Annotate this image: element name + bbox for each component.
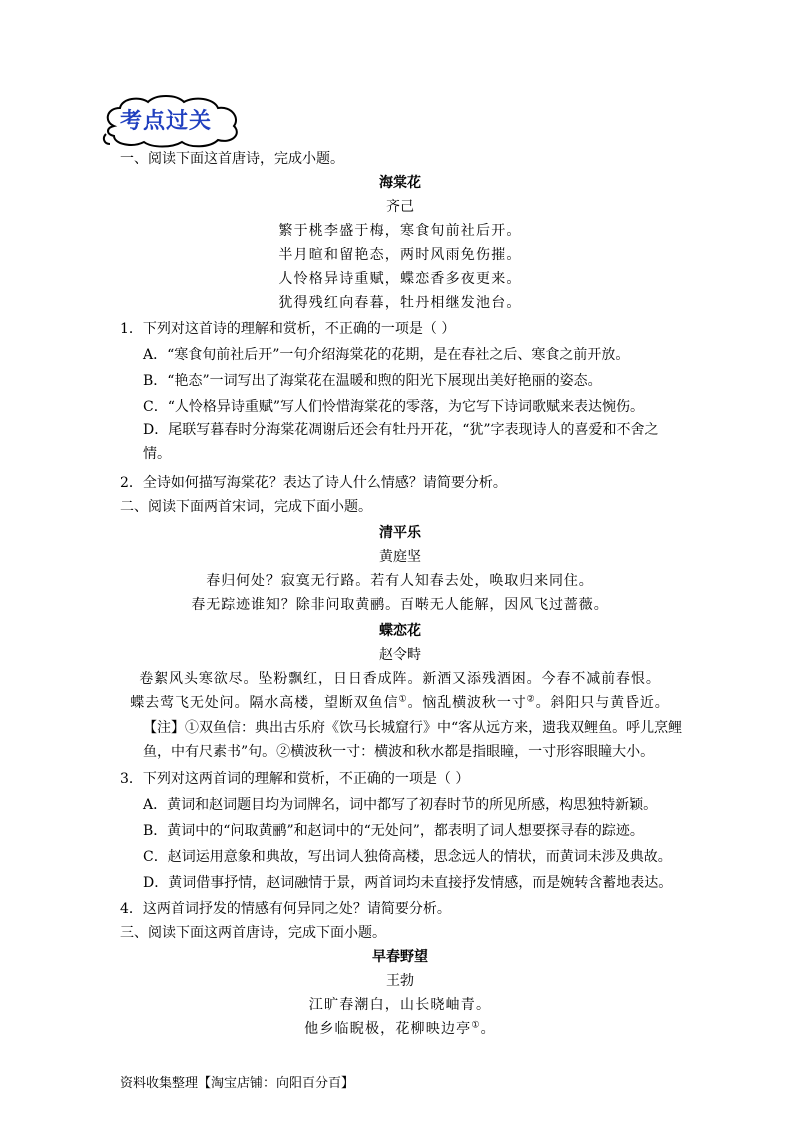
option-c: C．“人怜格异诗重赋”写人们怜惜海棠花的零落，为它写下诗词歌赋来表达惋伤。: [143, 399, 645, 415]
section1-heading: 一、阅读下面这首唐诗，完成小题。: [120, 151, 344, 167]
poem-line: 他乡临睨极，花柳映边亭①。: [304, 1020, 496, 1037]
question-3: 3．下列对这两首词的理解和赏析，不正确的一项是（ ）: [120, 771, 470, 787]
footnote-marker: ①: [398, 694, 408, 705]
poem-line: 江旷春潮白，山长晓岫青。: [308, 997, 492, 1013]
poem-author: 齐己: [386, 199, 414, 215]
section-badge-label: 考点过关: [120, 109, 213, 134]
poem-line: 卷絮风头寒欲尽。坠粉飘红，日日香成阵。新酒又添残酒困。今春不减前春恨。: [139, 671, 661, 687]
poem-line: 犹得残红向春暮，牡丹相继发池台。: [278, 295, 522, 311]
poem-author: 赵令畤: [379, 647, 421, 663]
option-d: D．尾联写暮春时分海棠花凋谢后还会有牡丹开花，“犹”字表现诗人的喜爱和不舍之情。: [143, 422, 659, 462]
option-a: A．黄词和赵词题目均为词牌名，词中都写了初春时节的所见所感，构思独特新颖。: [143, 797, 658, 813]
poem-title: 早春野望: [372, 949, 428, 965]
option-a: A．“寒食旬前社后开”一句介绍海棠花的花期，是在春社之后、寒食之前开放。: [143, 347, 630, 363]
footnote-marker: ①: [471, 1020, 481, 1031]
poem-author: 黄庭坚: [379, 549, 421, 565]
question-4: 4．这两首词抒发的情感有何异同之处？请简要分析。: [120, 901, 451, 917]
poem-author: 王勃: [386, 973, 414, 989]
poem-line: 春无踪迹谁知？除非问取黄鹂。百啭无人能解，因风飞过蔷薇。: [191, 597, 609, 613]
option-d: D．黄词借事抒情，赵词融情于景，两首词均未直接抒发情感，而是婉转含蓄地表达。: [143, 875, 673, 891]
section3-heading: 三、阅读下面这两首唐诗，完成下面小题。: [120, 925, 386, 941]
option-b: B．黄词中的“问取黄鹂”和赵词中的“无处问”，都表明了词人想要探寻春的踪迹。: [143, 823, 644, 839]
option-c: C．赵词运用意象和典故，写出词人独倚高楼，思念远人的情状，而黄词未涉及典故。: [143, 849, 672, 865]
annotation-note: 【注】①双鱼信：典出古乐府《饮马长城窟行》中“客从远方来，遗我双鲤鱼。呼儿烹鲤鱼，中有尺素书”句。②横波秋一寸：横波和秋水都是指眼瞳，一寸形容眼瞳大小。: [143, 720, 683, 760]
poem-title: 海棠花: [379, 175, 421, 191]
footnote-marker: ②: [526, 694, 536, 705]
poem-line: 蝶去莺飞无处问。隔水高楼，望断双鱼信①。恼乱横波秋一寸②。斜阳只与黄昏近。: [130, 694, 670, 711]
poem-line: 半月暄和留艳态，两时风雨免伤摧。: [278, 247, 522, 263]
poem-line: 繁于桃李盛于梅，寒食旬前社后开。: [278, 223, 522, 239]
page-footer: 资料收集整理【淘宝店铺：向阳百分百】: [120, 1076, 355, 1091]
poem-line: 人怜格异诗重赋，蝶恋香多夜更来。: [278, 271, 522, 287]
poem-line: 春归何处？寂寞无行路。若有人知春去处，唤取归来同住。: [206, 573, 594, 589]
poem-title: 清平乐: [379, 525, 421, 541]
section2-heading: 二、阅读下面两首宋词，完成下面小题。: [120, 499, 372, 515]
question-2: 2．全诗如何描写海棠花？表达了诗人什么情感？请简要分析。: [120, 475, 507, 491]
question-1: 1．下列对这首诗的理解和赏析，不正确的一项是（ ）: [120, 321, 456, 337]
option-b: B．“艳态”一词写出了海棠花在温暖和煦的阳光下展现出美好艳丽的姿态。: [143, 373, 602, 389]
poem-title: 蝶恋花: [379, 623, 421, 639]
